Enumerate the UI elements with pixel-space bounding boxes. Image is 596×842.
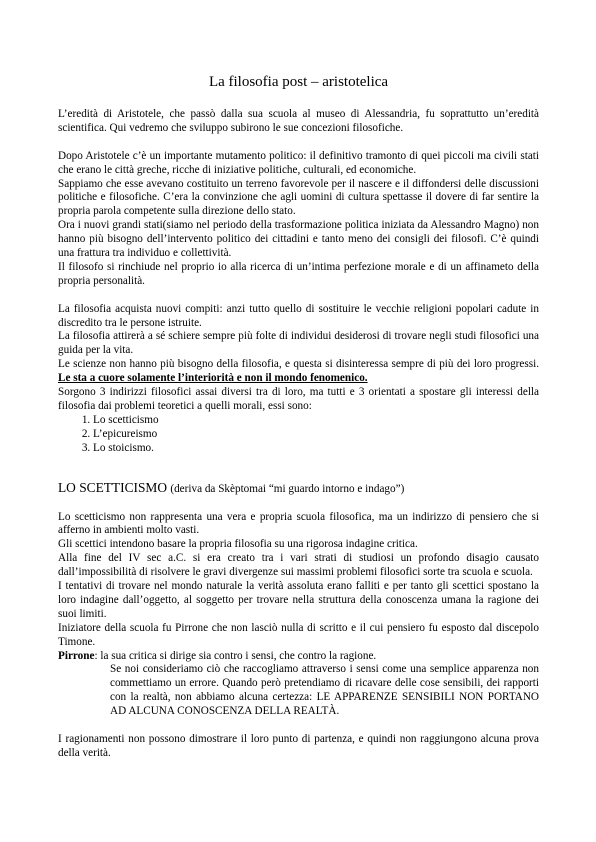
emphasis-text: Le sta a cuore solamente l’interiorità e non il mondo fenomenico. [58, 372, 368, 385]
pirrone-paragraph [58, 650, 539, 664]
tasks-paragraph-3-text: Le scienze non hanno più bisogno della filosofia, e questa si disinteressa sempre di più dei loro progressi. [58, 358, 539, 371]
pirrone-label: Pirrone [58, 649, 95, 662]
list-item: 2. L’epicureismo [93, 428, 539, 442]
page-title: La filosofia post – aristotelica [208, 74, 389, 90]
section-paragraph-3: Alla fine del IV sec a.C. si era creato tra i vari strati di studiosi un profondo disagio causato dall’impossibilità di risolvere le gravi divergenze sui massimi problemi filosofici sorte tra scuola e scuola. [58, 552, 539, 579]
politics-paragraph-1: Dopo Aristotele c’è un importante mutamento politico: il definitivo tramonto di quei piccoli ma civili stati che erano le città greche, ricche di iniziative politiche, culturali, ed economiche. [58, 149, 539, 176]
pirrone-text: : la sua critica si dirige sia contro i sensi, che contro la ragione. [94, 649, 377, 662]
list-item: 1. Lo scetticismo [93, 414, 539, 428]
tasks-paragraph-2: La filosofia attirerà a sé schiere sempre più folte di individui desiderosi di trovare negli studi filosofici una guida per la vita. [58, 330, 539, 357]
politics-paragraph-3: Ora i nuovi grandi stati(siamo nel periodo della trasformazione politica iniziata da Alessandro Magno) non hanno più bisogno dell’intervento politico dei cittadini e tanto meno dei consigli dei filosofi. C’è quindi una frattura tra individuo e collettività. [58, 219, 539, 260]
quote-paragraph: Se noi consideriamo ciò che raccogliamo attraverso i sensi come una semplice apparenza non commettiamo un errore. Quando però pretendiamo di ricavare delle cose sensibili, dei rapporti con la realtà, non abbiamo alcuna certezza: LE APPARENZE SENSIBILI NON PORTANO AD ALCUNA CONOSCENZA DELLA REALTÀ. [110, 663, 539, 718]
section-paragraph-2: Gli scettici intendono basare la propria filosofia su una rigorosa indagine critica. [58, 538, 418, 551]
section-paragraph-1: Lo scetticismo non rappresenta una vera e propria scuola filosofica, ma un indirizzo di pensiero che si afferno in ambienti molto vasti. [58, 510, 539, 537]
politics-paragraph-4: Il filosofo si rinchiude nel proprio io alla ricerca di un’intima perfezione morale e di un affinameto della propria personalità. [58, 260, 539, 287]
schools-list [58, 414, 539, 456]
document-body [58, 108, 539, 761]
section-heading-note: (deriva da Skèptomai “mi guardo intorno e indago”) [170, 482, 405, 495]
politics-paragraph-2: Sappiamo che esse avevano costituito un terreno favorevole per il nascere e il diffondersi delle discussioni politiche e filosofiche. C’era la convinzione che agli uomini di cultura spettasse il dovere di far sentire la propria parola competente sulla direzione dello stato. [58, 177, 539, 218]
tasks-paragraph-4: Sorgono 3 indirizzi filosofici assai diversi tra di loro, ma tutti e 3 orientati a spostare gli interessi della filosofia dai problemi teoretici a quelli morali, essi sono: [58, 386, 539, 412]
section-paragraph-6: I ragionamenti non possono dimostrare il loro punto di partenza, e quindi non raggiungono alcuna prova della verità. [58, 733, 539, 759]
section-paragraph-5: Iniziatore della scuola fu Pirrone che non lasciò nulla di scritto e il cui pensiero fu esposto dal discepolo Timone. [58, 621, 539, 648]
tasks-paragraph-3 [58, 358, 539, 386]
intro-paragraph: L’eredità di Aristotele, che passò dalla sua scuola al museo di Alessandria, fu soprattutto un’eredità scientifica. Qui vedremo che sviluppo subirono le sue concezioni filosofiche. [58, 108, 539, 134]
section-paragraph-4: I tentativi di trovare nel mondo naturale la verità assoluta erano falliti e per tanto gli scettici spostano la loro indagine dall’oggetto, al soggetto per trovare nella struttura della conoscenza umana la ragione dei suoi limiti. [58, 580, 539, 620]
list-item: 3. Lo stoicismo. [93, 442, 539, 456]
tasks-paragraph-1: La filosofia acquista nuovi compiti: anzi tutto quello di sostituire le vecchie religioni popolari cadute in discredito tra le persone istruite. [58, 302, 539, 329]
section-heading-title: LO SCETTICISMO [58, 479, 167, 495]
section-heading [58, 480, 539, 497]
